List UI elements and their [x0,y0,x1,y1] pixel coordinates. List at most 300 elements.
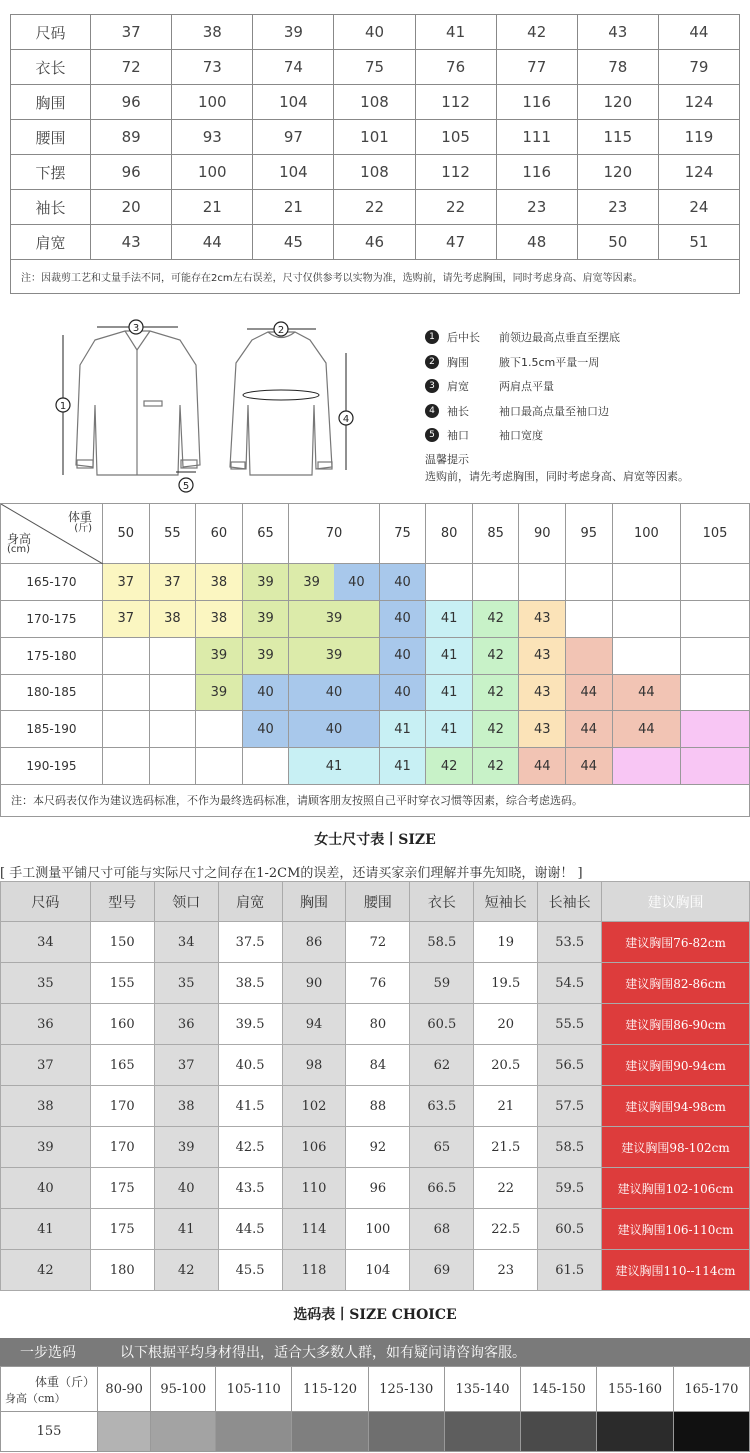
table-cell: 22 [474,1168,538,1209]
shirt-front-illustration [76,331,200,475]
legend-item [425,423,745,448]
size-cell: 41 [426,711,473,748]
table-cell: 50 [577,225,658,260]
size-cell [566,601,613,638]
shade-cell [98,1412,151,1452]
table-cell: 胸围 [11,85,91,120]
table-cell: 40 [1,1168,91,1209]
size-cell [681,601,750,638]
table-cell: 建议胸围106-110cm [602,1209,750,1250]
weight-header-cell: 155-160 [597,1367,673,1412]
size-cell [519,564,566,601]
table-cell: 108 [334,85,415,120]
size-cell: 39 [289,601,380,638]
height-label: 身高 [7,532,32,546]
table-cell: 59.5 [538,1168,602,1209]
women-size-rows [1,882,750,1291]
table-cell: 51 [658,225,739,260]
table-cell: 79 [658,50,739,85]
height-label: 身高（cm） [5,1391,66,1405]
shade-cell [368,1412,444,1452]
choice-header-row [1,1367,750,1412]
table-cell: 48 [496,225,577,260]
table-cell: 76 [415,50,496,85]
table-cell: 96 [91,155,172,190]
size-cell: 42 [472,711,519,748]
size-cell [612,601,681,638]
table-cell: 建议胸围82-86cm [602,963,750,1004]
size-cell [681,748,750,785]
table-cell: 94 [282,1004,346,1045]
table-cell: 42 [496,15,577,50]
table-cell: 肩宽 [11,225,91,260]
size-choice-rows [1,1367,750,1452]
measure-marker-5 [179,478,193,492]
shade-cell [151,1412,216,1452]
table-cell: 62 [410,1045,474,1086]
size-cell [103,674,150,711]
size-cell: 40 [334,564,379,600]
weight-label: 体重（斤） [35,1374,96,1389]
table-cell: 建议胸围110--114cm [602,1250,750,1291]
legend-desc: 袖口最高点量至袖口边 [499,404,609,418]
marker-label: 3 [132,323,140,334]
size-cell: 39 [242,637,289,674]
weight-header-row [1,504,750,564]
size-cell: 39 [289,637,380,674]
table-row [11,50,740,85]
women-table-title: 女士尺寸表丨SIZE [314,832,436,848]
table-cell: 39 [253,15,334,50]
table-cell: 86 [282,922,346,963]
table-cell: 19.5 [474,963,538,1004]
table-cell: 41 [415,15,496,50]
size-cell [472,564,519,601]
weight-header-cell: 105-110 [216,1367,292,1412]
table-cell: 建议胸围76-82cm [602,922,750,963]
weight-header-cell: 95-100 [151,1367,216,1412]
table-cell: 116 [496,155,577,190]
size-cell: 41 [426,637,473,674]
table-cell: 58.5 [410,922,474,963]
size-cell: 39 [196,637,243,674]
size-cell: 40 [289,711,380,748]
table-cell: 155 [90,963,154,1004]
weight-header-cell: 75 [379,504,426,564]
table-cell: 35 [1,963,91,1004]
marker-label: 5 [182,481,190,492]
table-cell: 77 [496,50,577,85]
legend-item [425,374,745,399]
size-cell: 40 [242,711,289,748]
legend-name: 肩宽 [447,380,469,394]
table-row [1,922,750,963]
table-row [1,1250,750,1291]
table-cell: 39.5 [218,1004,282,1045]
table-cell: 98 [282,1045,346,1086]
size-cell [149,637,196,674]
size-cell [103,637,150,674]
table-cell: 84 [346,1045,410,1086]
size-cell: 40 [379,601,426,638]
table-cell: 21 [172,190,253,225]
table-header-cell: 肩宽 [218,882,282,922]
weight-header-cell: 115-120 [292,1367,368,1412]
table-cell: 40.5 [218,1045,282,1086]
table-cell: 116 [496,85,577,120]
table-cell: 39 [1,1127,91,1168]
measurement-diagram [0,305,750,500]
size-cell: 42 [426,748,473,785]
table-cell: 60.5 [410,1004,474,1045]
table-cell: 104 [346,1250,410,1291]
size-cell: 42 [472,637,519,674]
women-size-table [0,881,750,1291]
legend-desc: 两肩点平量 [499,380,554,394]
table-cell: 21.5 [474,1127,538,1168]
table-cell: 101 [334,120,415,155]
shade-cell [521,1412,597,1452]
diagonal-header-cell [1,1367,98,1412]
size-cell [681,711,750,748]
table-header-cell: 衣长 [410,882,474,922]
women-table-notice: [ 手工测量平铺尺寸可能与实际尺寸之间存在1-2CM的误差，还请买家亲们理解并事先知晓，谢谢！ ] [0,866,583,881]
men-size-header-row [11,15,740,50]
size-cell: 42 [472,674,519,711]
size-cell: 39 [196,674,243,711]
weight-header-cell: 50 [103,504,150,564]
measure-marker-4 [339,411,353,425]
table-cell: 92 [346,1127,410,1168]
table-cell: 58.5 [538,1127,602,1168]
table-cell: 45 [253,225,334,260]
legend-name: 袖口 [447,429,469,443]
size-cell: 39 [289,564,334,600]
weight-header-cell: 165-170 [673,1367,749,1412]
table-cell: 42.5 [218,1127,282,1168]
table-cell: 59 [410,963,474,1004]
size-cell: 41 [379,748,426,785]
table-row [1,564,750,601]
table-cell: 44.5 [218,1209,282,1250]
size-cell [196,711,243,748]
table-cell: 120 [577,85,658,120]
table-cell: 38.5 [218,963,282,1004]
table-cell: 88 [346,1086,410,1127]
table-cell: 96 [346,1168,410,1209]
shade-cell [216,1412,292,1452]
table-header-cell: 短袖长 [474,882,538,922]
table-cell: 115 [577,120,658,155]
height-label-cell: 175-180 [1,637,103,674]
legend-desc: 前领边最高点垂直至摆底 [499,331,620,345]
table-header-cell: 尺码 [1,882,91,922]
table-cell: 44 [658,15,739,50]
table-cell: 建议胸围90-94cm [602,1045,750,1086]
table-cell: 21 [253,190,334,225]
table-cell: 97 [253,120,334,155]
table-cell: 55.5 [538,1004,602,1045]
table-cell: 175 [90,1168,154,1209]
table-cell: 22 [415,190,496,225]
table-cell: 20.5 [474,1045,538,1086]
size-cell: 44 [566,748,613,785]
size-choice-table [0,1366,750,1452]
size-cell [103,748,150,785]
women-header-row [1,882,750,922]
table-cell: 90 [282,963,346,1004]
tips-title: 温馨提示 [425,453,469,466]
table-cell: 119 [658,120,739,155]
table-cell: 112 [415,155,496,190]
size-cell: 37 [149,564,196,601]
table-cell: 160 [90,1004,154,1045]
table-cell: 114 [282,1209,346,1250]
table-cell: 尺码 [11,15,91,50]
table-cell: 23 [474,1250,538,1291]
marker-label: 1 [59,401,67,412]
table-cell: 21 [474,1086,538,1127]
weight-header-cell: 65 [242,504,289,564]
table-cell: 建议胸围94-98cm [602,1086,750,1127]
size-choice-bar [0,1338,750,1366]
table-row [1,1086,750,1127]
table-cell: 37 [1,1045,91,1086]
measure-marker-3 [129,320,143,334]
table-cell: 24 [658,190,739,225]
step-label: 一步选码 [20,1345,76,1361]
marker-label: 4 [342,414,350,425]
table-cell: 41 [1,1209,91,1250]
shade-cell [597,1412,673,1452]
table-row [11,120,740,155]
table-cell: 110 [282,1168,346,1209]
size-cell: 38 [196,564,243,601]
size-cell: 42 [472,601,519,638]
table-cell: 39 [154,1127,218,1168]
legend-item [425,350,745,375]
legend-name: 后中长 [447,331,480,345]
table-cell: 23 [577,190,658,225]
size-cell: 42 [472,748,519,785]
table-header-cell: 型号 [90,882,154,922]
size-cell: 44 [612,711,681,748]
weight-header-cell: 60 [196,504,243,564]
table-row [11,85,740,120]
table-cell: 43 [91,225,172,260]
table-cell: 腰围 [11,120,91,155]
table-cell: 42 [154,1250,218,1291]
table-cell: 75 [334,50,415,85]
size-cell: 41 [426,674,473,711]
table-cell: 41.5 [218,1086,282,1127]
table-cell: 54.5 [538,963,602,1004]
men-size-rows [11,50,740,260]
table-cell: 37 [91,15,172,50]
table-cell: 建议胸围98-102cm [602,1127,750,1168]
tips-text: 选购前，请先考虑胸围，同时考虑身高、肩宽等因素。 [425,470,689,483]
weight-header-cell: 100 [612,504,681,564]
legend-name: 胸围 [447,355,469,369]
table-cell: 106 [282,1127,346,1168]
table-cell: 100 [172,155,253,190]
table-cell: 100 [346,1209,410,1250]
weight-header-cell: 145-150 [521,1367,597,1412]
table-row [1,1045,750,1086]
table-cell: 76 [346,963,410,1004]
table-cell: 38 [172,15,253,50]
table-cell: 72 [346,922,410,963]
men-size-table [10,14,740,294]
table-cell: 63.5 [410,1086,474,1127]
legend-number: 3 [425,379,439,393]
table-cell: 43.5 [218,1168,282,1209]
table-cell: 40 [154,1168,218,1209]
table-cell: 23 [496,190,577,225]
table-cell: 19 [474,922,538,963]
size-cell: 41 [379,711,426,748]
table-cell: 104 [253,155,334,190]
table-cell: 150 [90,922,154,963]
size-cell: 43 [519,601,566,638]
table-cell: 165 [90,1045,154,1086]
table-cell: 34 [1,922,91,963]
height-label-cell: 155 [1,1412,98,1452]
table-cell: 38 [1,1086,91,1127]
size-cell [681,637,750,674]
size-cell: 38 [196,601,243,638]
legend-name: 袖长 [447,404,469,418]
size-cell [612,564,681,601]
table-cell: 100 [172,85,253,120]
size-cell: 39 [242,601,289,638]
table-cell: 44 [172,225,253,260]
size-cell: 37 [103,601,150,638]
height-weight-note: 注：本尺码表仅作为建议选码标准，不作为最终选码标准，请顾客朋友按照自己平时穿衣习惯等因素，综合考虑选码。 [1,784,750,816]
size-cell [149,748,196,785]
size-cell: 44 [519,748,566,785]
table-cell: 22.5 [474,1209,538,1250]
table-cell: 38 [154,1086,218,1127]
size-cell: 40 [289,674,380,711]
table-cell: 180 [90,1250,154,1291]
table-cell: 102 [282,1086,346,1127]
men-size-note: 注：因裁剪工艺和丈量手法不同，可能存在2cm左右误差，尺寸仅供参考以实物为准，选购前，请先考虑胸围，同时考虑身高、肩宽等因素。 [11,260,740,294]
table-cell: 124 [658,85,739,120]
table-cell: 40 [334,15,415,50]
table-cell: 46 [334,225,415,260]
table-row [1,1209,750,1250]
table-cell: 60.5 [538,1209,602,1250]
weight-header-cell: 90 [519,504,566,564]
table-cell: 68 [410,1209,474,1250]
shade-cell [292,1412,368,1452]
table-cell: 65 [410,1127,474,1168]
table-cell: 73 [172,50,253,85]
table-cell: 93 [172,120,253,155]
legend-number: 2 [425,355,439,369]
legend-number: 5 [425,428,439,442]
legend-number: 1 [425,330,439,344]
table-cell: 20 [474,1004,538,1045]
table-row [11,225,740,260]
size-cell [196,748,243,785]
table-cell: 20 [91,190,172,225]
table-cell: 80 [346,1004,410,1045]
table-row [11,190,740,225]
table-cell: 建议胸围102-106cm [602,1168,750,1209]
weight-header-cell: 125-130 [368,1367,444,1412]
table-row [11,155,740,190]
table-cell: 56.5 [538,1045,602,1086]
shade-cell [444,1412,520,1452]
table-row [1,748,750,785]
height-weight-chart [0,503,750,817]
table-cell: 43 [577,15,658,50]
size-cell [612,748,681,785]
size-cell [242,748,289,785]
table-cell: 36 [1,1004,91,1045]
table-row [1,637,750,674]
height-label-cell: 185-190 [1,711,103,748]
table-cell: 108 [334,155,415,190]
height-label-cell: 190-195 [1,748,103,785]
weight-header-cell: 85 [472,504,519,564]
size-cell: 44 [566,674,613,711]
height-label-cell: 180-185 [1,674,103,711]
table-header-cell: 长袖长 [538,882,602,922]
size-cell: 39 [242,564,289,601]
table-cell: 61.5 [538,1250,602,1291]
size-cell [103,711,150,748]
table-cell: 57.5 [538,1086,602,1127]
legend-item [425,399,745,424]
size-cell: 40 [379,637,426,674]
size-cell [149,711,196,748]
table-header-cell: 腰围 [346,882,410,922]
weight-header-cell: 95 [566,504,613,564]
size-choice-title: 选码表丨SIZE CHOICE [293,1307,457,1323]
table-cell: 35 [154,963,218,1004]
table-cell: 37 [154,1045,218,1086]
table-header-cell: 建议胸围 [602,882,750,922]
height-weight-rows [1,564,750,785]
size-cell [566,564,613,601]
size-cell: 40 [242,674,289,711]
measure-marker-1 [56,398,70,412]
weight-unit: (斤) [74,523,92,534]
table-cell: 111 [496,120,577,155]
table-row [1,1004,750,1045]
size-cell: 41 [289,748,380,785]
table-cell: 170 [90,1127,154,1168]
table-cell: 建议胸围86-90cm [602,1004,750,1045]
size-cell: 38 [149,601,196,638]
shirt-diagram [0,305,420,500]
table-cell: 104 [253,85,334,120]
size-cell [681,564,750,601]
table-cell: 78 [577,50,658,85]
height-label-cell: 165-170 [1,564,103,601]
weight-header-cell: 80 [426,504,473,564]
table-cell: 170 [90,1086,154,1127]
weight-header-cell: 70 [289,504,380,564]
table-cell: 120 [577,155,658,190]
table-cell: 53.5 [538,922,602,963]
table-cell: 45.5 [218,1250,282,1291]
size-cell: 43 [519,711,566,748]
size-cell: 44 [612,674,681,711]
